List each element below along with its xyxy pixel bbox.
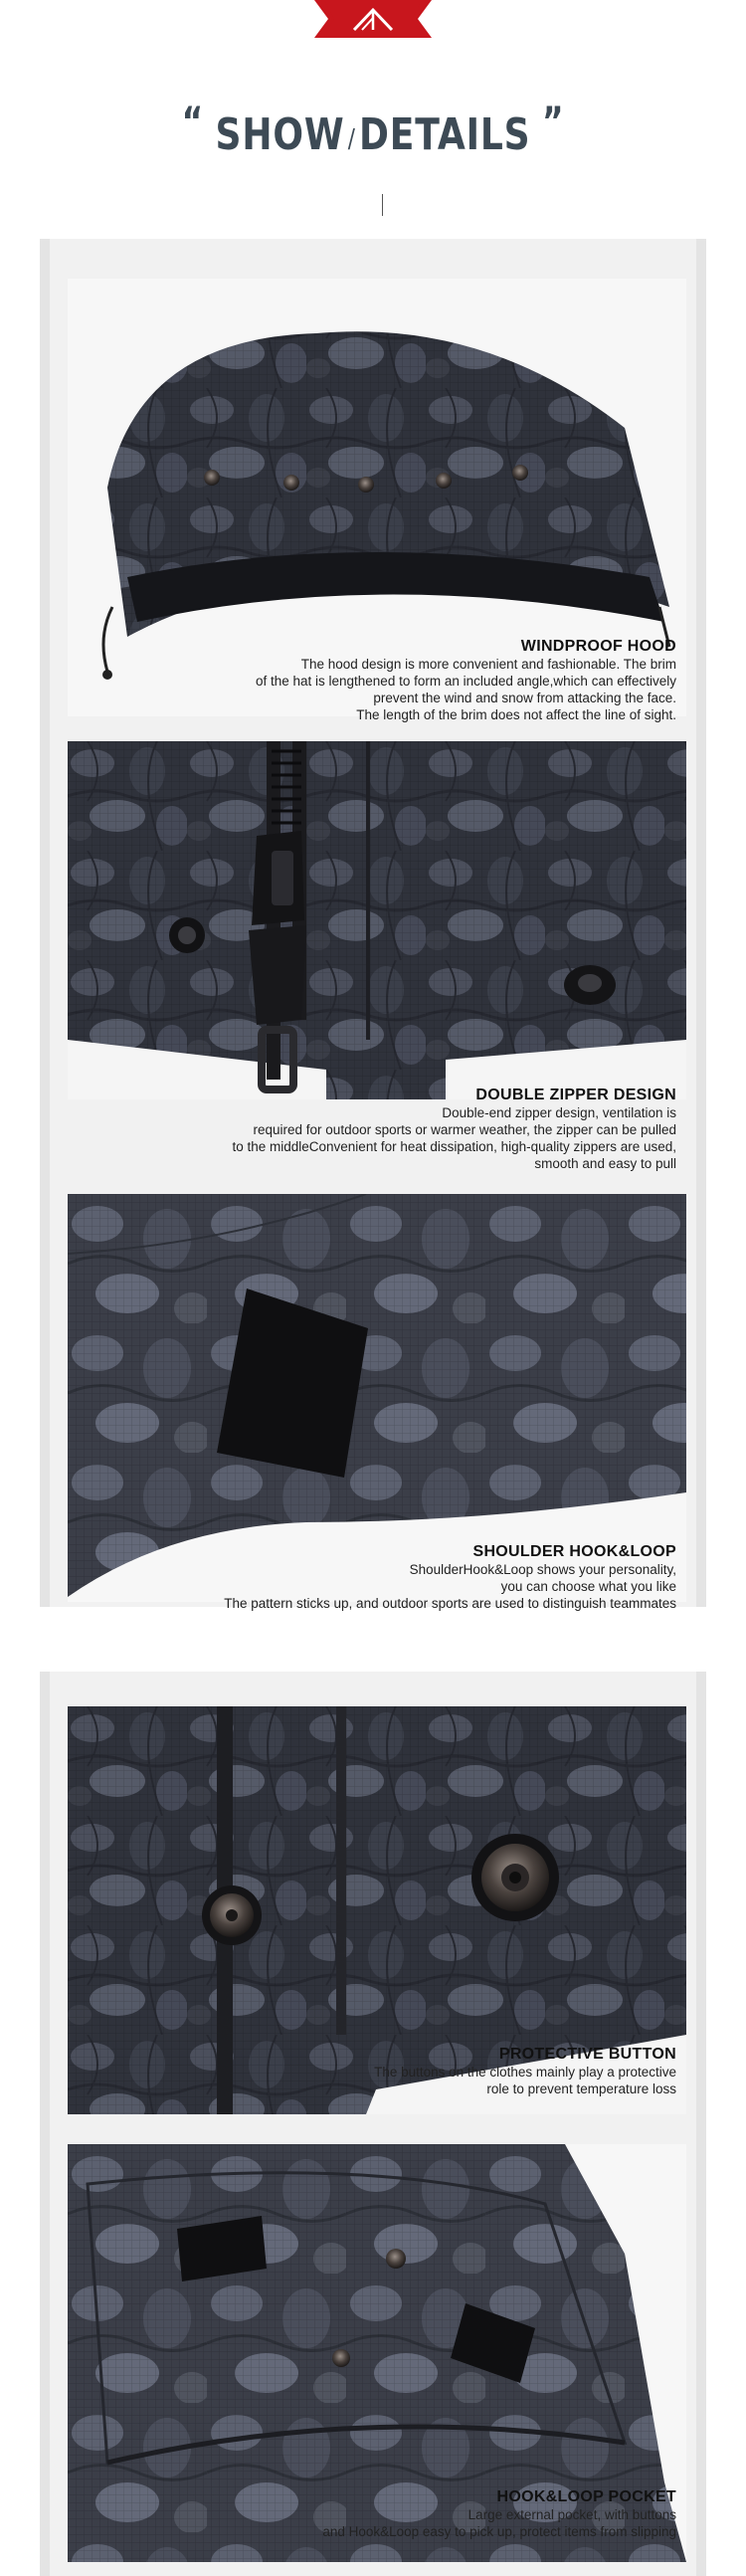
section-line: you can choose what you like (500, 1579, 676, 1594)
title-slash: / (347, 124, 356, 154)
zipper-caption (232, 1086, 676, 1172)
zipper-photo (68, 741, 686, 1099)
section-windproof-hood (68, 279, 686, 722)
section-line: Large external pocket, with buttons (467, 2507, 676, 2522)
section-title: PROTECTIVE BUTTON (498, 2046, 676, 2063)
section-line: The buttons on the clothes mainly play a protective (374, 2065, 676, 2080)
section-line: required for outdoor sports or warmer weather, the zipper can be pulled (253, 1122, 676, 1137)
title-word-show: SHOW (215, 109, 345, 160)
title-word-details: DETAILS (359, 109, 531, 160)
section-title: HOOK&LOOP POCKET (496, 2488, 676, 2505)
page-title (68, 99, 679, 160)
section-line: Double-end zipper design, ventilation is (442, 1105, 676, 1120)
section-line: The length of the brim does not affect the line of sight. (356, 707, 676, 722)
section-double-zipper (68, 741, 686, 1169)
section-line: ShoulderHook&Loop shows your personality, (409, 1562, 676, 1577)
section-line: prevent the wind and snow from attacking the face. (373, 691, 676, 705)
section-line: and Hook&Loop easy to pick up, protect items from slipping (322, 2524, 676, 2539)
title-quote-close: ” (541, 99, 565, 145)
section-line: The pattern sticks up, and outdoor sports are used to distinguish teammates (224, 1596, 676, 1611)
section-protective-button (68, 1706, 686, 2114)
section-line: of the hat is lengthened to form an included angle,which can effectively (255, 674, 676, 689)
section-line: role to prevent temperature loss (486, 2081, 676, 2096)
title-divider (382, 194, 383, 216)
section-line: smooth and easy to pull (534, 1156, 676, 1171)
button-caption (374, 2045, 676, 2097)
brand-badge (314, 0, 432, 38)
section-title: SHOULDER HOOK&LOOP (472, 1543, 676, 1560)
section-line: The hood design is more convenient and fashionable. The brim (300, 657, 676, 672)
section-line: to the middleConvenient for heat dissipation, high-quality zippers are used, (232, 1139, 676, 1154)
section-hook-loop-pocket (68, 2144, 686, 2562)
pocket-caption (322, 2487, 676, 2540)
shoulder-photo (68, 1194, 686, 1602)
section-title: WINDPROOF HOOD (520, 638, 676, 655)
section-shoulder-hook-loop (68, 1194, 686, 1612)
section-title: DOUBLE ZIPPER DESIGN (475, 1087, 676, 1103)
shoulder-caption (224, 1542, 676, 1612)
title-quote-open: “ (181, 99, 205, 145)
hood-caption (256, 637, 676, 723)
